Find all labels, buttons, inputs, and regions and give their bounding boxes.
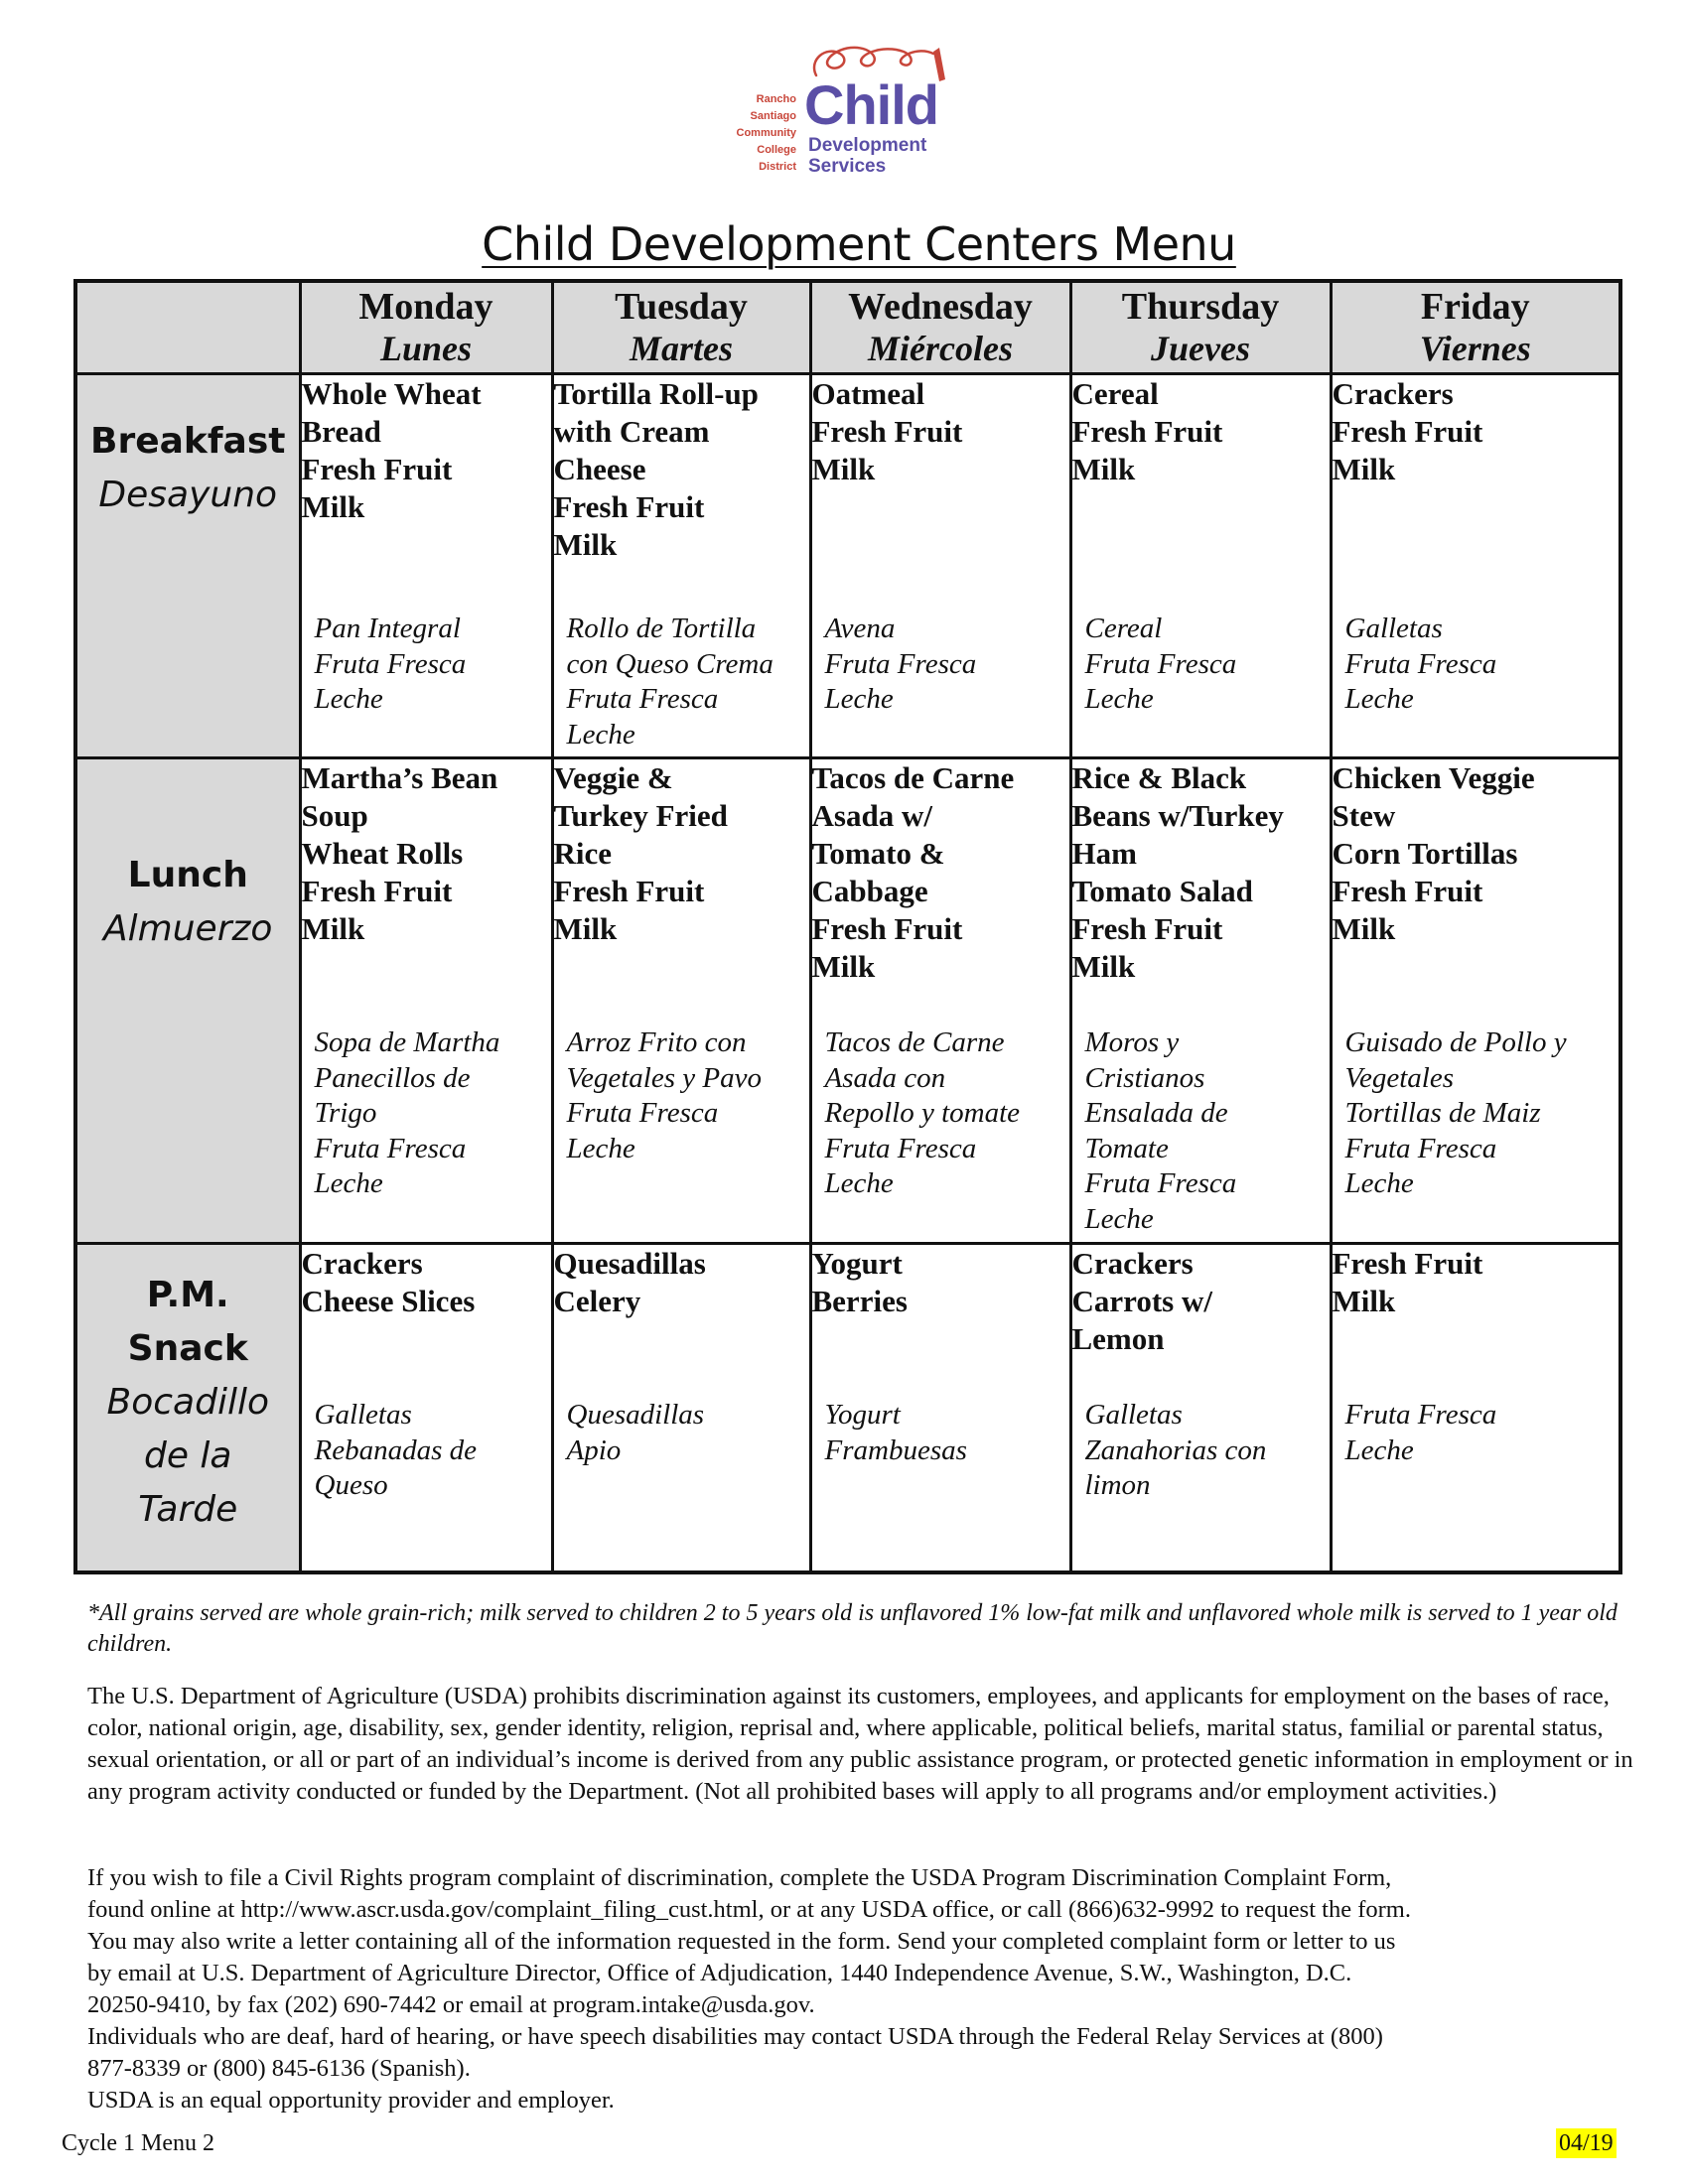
menu-item-es: Apio (566, 1433, 622, 1466)
menu-item-es: Fruta Fresca (824, 1132, 977, 1164)
menu-item-es: Pan Integral (314, 613, 461, 644)
menu-item-es: Vegetales y Pavo (566, 1061, 762, 1094)
meal-label-es: Desayuno (98, 475, 278, 515)
menu-items-english (1333, 375, 1619, 488)
menu-item-es: Yogurt (824, 1399, 901, 1431)
day-header-tuesday (552, 281, 810, 374)
complaint-line: You may also write a letter containing all of the information requested in the form. Send your completed complaint form or letter to us (87, 1928, 1396, 1955)
menu-items-spanish (825, 1398, 1063, 1468)
menu-cell (1331, 1244, 1620, 1572)
menu-cell (552, 374, 810, 758)
menu-items-english (812, 1245, 1069, 1320)
menu-item-en: Fresh Fruit (301, 874, 453, 908)
menu-item-en: Milk (1332, 452, 1396, 486)
menu-item-en: Tacos de Carne (811, 760, 1015, 795)
complaint-line: USDA is an equal opportunity provider and employer. (87, 2087, 615, 2114)
menu-item-es: Fruta Fresca (1084, 647, 1237, 680)
menu-item-es: Fruta Fresca (566, 1097, 719, 1129)
menu-item-es: Queso (314, 1469, 388, 1501)
menu-items-english (1333, 759, 1619, 948)
menu-item-es: Fruta Fresca (566, 683, 719, 715)
weekly-menu-table (73, 279, 1622, 1574)
menu-item-es: Cristianos (1084, 1061, 1205, 1094)
menu-items-spanish (567, 1398, 803, 1468)
brand-subtitle (808, 135, 926, 177)
meal-label-en: Snack (127, 1328, 248, 1369)
menu-item-es: Sopa de Martha (314, 1026, 500, 1058)
meal-label-en: Breakfast (90, 421, 286, 462)
menu-item-en: Quesadillas (553, 1246, 706, 1281)
menu-item-es: Leche (824, 1167, 894, 1199)
complaint-line: Individuals who are deaf, hard of hearing, or have speech disabilities may contact USDA through the Federal Relay Services at (800) (87, 2023, 1383, 2050)
menu-item-en: Milk (1332, 911, 1396, 946)
menu-items-spanish (1085, 1025, 1324, 1237)
menu-item-es: Avena (824, 613, 896, 644)
menu-item-en: Whole Wheat (301, 376, 482, 411)
day-name-en: Monday (358, 286, 493, 328)
menu-items-english (302, 759, 551, 948)
menu-items-english (302, 1245, 551, 1320)
menu-items-spanish (825, 612, 1063, 718)
menu-item-en: Tomato & (811, 836, 945, 871)
menu-item-en: Fresh Fruit (553, 489, 705, 524)
menu-item-es: Leche (1344, 1433, 1414, 1466)
menu-item-en: Beans w/Turkey (1071, 798, 1284, 833)
menu-item-es: Rebanadas de (314, 1433, 477, 1466)
menu-item-en: Martha’s Bean (301, 760, 498, 795)
menu-item-es: Frambuesas (824, 1433, 967, 1466)
meal-label-es: Bocadillo (106, 1382, 269, 1423)
menu-item-es: Fruta Fresca (1084, 1167, 1237, 1199)
meal-label-es: Almuerzo (103, 908, 273, 949)
menu-item-en: Berries (811, 1284, 908, 1318)
menu-item-es: Leche (1344, 1167, 1414, 1199)
complaint-line: 877-8339 or (800) 845-6136 (Spanish). (87, 2055, 471, 2082)
menu-item-es: Leche (566, 1132, 635, 1164)
menu-item-es: Leche (314, 1167, 383, 1199)
menu-cell (300, 1244, 552, 1572)
menu-items-spanish (825, 1025, 1063, 1202)
menu-item-en: Carrots w/ (1071, 1284, 1212, 1318)
rsccd-child-development-logo (721, 40, 999, 179)
complaint-line: 20250-9410, by fax (202) 690-7442 or email at program.intake@usda.gov. (87, 1991, 815, 2018)
menu-item-es: Moros y (1084, 1026, 1180, 1058)
menu-items-english (1072, 759, 1330, 986)
menu-item-en: Cereal (1071, 376, 1159, 411)
menu-item-es: Leche (1084, 683, 1154, 715)
menu-item-en: Milk (811, 949, 876, 984)
menu-item-en: Fresh Fruit (1071, 414, 1223, 449)
menu-item-es: Fruta Fresca (314, 647, 467, 680)
menu-items-english (1072, 375, 1330, 488)
menu-item-en: Fresh Fruit (811, 414, 963, 449)
day-header-wednesday (810, 281, 1070, 374)
menu-items-english (554, 1245, 809, 1320)
menu-item-es: Quesadillas (566, 1399, 705, 1431)
menu-item-es: Galletas (1084, 1399, 1183, 1431)
meal-label-en: Lunch (127, 855, 248, 895)
menu-cell (1070, 374, 1331, 758)
complaint-line: by email at U.S. Department of Agriculture Director, Office of Adjudication, 1440 Independence Avenue, S.W., Washington, D.C. (87, 1960, 1352, 1986)
menu-item-es: Leche (824, 683, 894, 715)
corner-cell (75, 281, 300, 374)
menu-item-en: Corn Tortillas (1332, 836, 1518, 871)
day-name-es: Lunes (379, 329, 473, 368)
menu-item-en: Milk (301, 911, 365, 946)
menu-date-label: 04/19 (1556, 2128, 1617, 2158)
menu-item-es: Guisado de Pollo y (1344, 1026, 1567, 1058)
menu-item-es: Fruta Fresca (1344, 1132, 1497, 1164)
meal-row-pm-snack (75, 1244, 1620, 1572)
menu-item-en: Milk (811, 452, 876, 486)
menu-item-es: Tortillas de Maiz (1344, 1097, 1541, 1129)
menu-item-en: Crackers (301, 1246, 423, 1281)
menu-item-en: Celery (553, 1284, 641, 1318)
day-name-es: Martes (629, 329, 733, 368)
menu-item-en: Fresh Fruit (301, 452, 453, 486)
menu-cell (1070, 758, 1331, 1244)
menu-item-en: Crackers (1332, 376, 1454, 411)
day-header-friday (1331, 281, 1620, 374)
menu-item-en: Wheat Rolls (301, 836, 464, 871)
menu-cell (1331, 374, 1620, 758)
menu-item-es: limon (1084, 1469, 1151, 1501)
menu-item-es: Galletas (314, 1399, 412, 1431)
meal-label-en: P.M. (146, 1275, 229, 1315)
menu-item-en: Chicken Veggie (1332, 760, 1535, 795)
menu-item-es: Arroz Frito con (566, 1026, 747, 1058)
menu-item-en: Rice (553, 836, 613, 871)
menu-item-en: Rice & Black (1071, 760, 1247, 795)
menu-items-spanish (315, 1025, 545, 1202)
menu-cell (1331, 758, 1620, 1244)
menu-items-spanish (315, 612, 545, 718)
menu-item-es: Panecillos de (314, 1061, 471, 1094)
menu-cell (810, 758, 1070, 1244)
menu-cell (810, 374, 1070, 758)
meal-row-breakfast (75, 374, 1620, 758)
menu-item-en: Milk (553, 911, 618, 946)
menu-item-en: Bread (301, 414, 381, 449)
menu-item-en: Fresh Fruit (553, 874, 705, 908)
menu-item-es: Galletas (1344, 613, 1443, 644)
menu-item-en: Fresh Fruit (1332, 874, 1483, 908)
menu-item-es: Leche (1344, 683, 1414, 715)
day-name-es: Viernes (1419, 329, 1531, 368)
menu-cell (810, 1244, 1070, 1572)
menu-item-es: Fruta Fresca (824, 647, 977, 680)
menu-items-english (302, 375, 551, 526)
meal-label-es: Tarde (138, 1489, 238, 1530)
menu-cell (552, 758, 810, 1244)
menu-item-es: Vegetales (1344, 1061, 1455, 1094)
menu-item-en: Soup (301, 798, 368, 833)
menu-item-es: con Queso Crema (566, 647, 774, 680)
brand-wordmark: Child (804, 73, 938, 136)
menu-items-spanish (567, 1025, 803, 1166)
menu-cell (1070, 1244, 1331, 1572)
menu-item-en: Fresh Fruit (1071, 911, 1223, 946)
meal-label-lunch (75, 758, 300, 1244)
menu-item-en: Oatmeal (811, 376, 925, 411)
meal-label-breakfast (75, 374, 300, 758)
menu-item-en: Asada w/ (811, 798, 932, 833)
menu-item-es: Fruta Fresca (1344, 1399, 1497, 1431)
menu-item-en: Cabbage (811, 874, 928, 908)
menu-cell (300, 758, 552, 1244)
brand-subtitle-line: Development (808, 135, 927, 156)
menu-item-es: Fruta Fresca (1344, 647, 1497, 680)
menu-items-english (1072, 1245, 1330, 1358)
menu-item-es: Zanahorias con (1084, 1433, 1267, 1466)
menu-items-english (812, 759, 1069, 986)
menu-item-en: Milk (553, 527, 618, 562)
day-header-thursday (1070, 281, 1331, 374)
menu-items-spanish (567, 612, 803, 752)
menu-item-en: Turkey Fried (553, 798, 728, 833)
district-line: District (759, 161, 796, 173)
menu-items-english (1333, 1245, 1619, 1320)
menu-items-spanish (1345, 1398, 1614, 1468)
brand-subtitle-line: Services (808, 156, 887, 177)
menu-item-en: Milk (301, 489, 365, 524)
day-header-row (75, 281, 1620, 374)
day-name-en: Friday (1420, 286, 1530, 328)
complaint-line: found online at http://www.ascr.usda.gov/complaint_filing_cust.html, or at any USDA office, or call (866)632-9992 to request the form. (87, 1896, 1411, 1923)
district-name (721, 91, 796, 176)
menu-items-spanish (1345, 612, 1614, 718)
menu-item-en: Veggie & (553, 760, 673, 795)
menu-items-spanish (315, 1398, 545, 1504)
district-line: College (757, 144, 796, 156)
menu-item-en: Cheese (553, 452, 646, 486)
menu-item-en: Milk (1071, 949, 1136, 984)
day-name-es: Jueves (1151, 329, 1250, 368)
menu-item-es: Leche (566, 718, 635, 751)
menu-item-en: Fresh Fruit (1332, 414, 1483, 449)
grains-milk-footnote: *All grains served are whole grain-rich; milk served to children 2 to 5 years old is unflavored 1% low-fat milk and unflavored whole milk is served to 1 year old children. (87, 1600, 1618, 1657)
menu-item-en: Tomato Salad (1071, 874, 1253, 908)
menu-item-en: Yogurt (811, 1246, 903, 1281)
menu-items-english (554, 375, 809, 564)
menu-item-es: Asada con (824, 1061, 946, 1094)
menu-item-en: Cheese Slices (301, 1284, 476, 1318)
menu-items-spanish (1345, 1025, 1614, 1202)
menu-item-en: Milk (1071, 452, 1136, 486)
menu-item-es: Leche (314, 683, 383, 715)
menu-item-en: Ham (1071, 836, 1137, 871)
menu-item-en: Lemon (1071, 1321, 1165, 1356)
meal-row-lunch (75, 758, 1620, 1244)
district-line: Rancho (756, 93, 796, 105)
menu-item-es: Tacos de Carne (824, 1026, 1005, 1058)
day-name-en: Wednesday (848, 286, 1033, 328)
menu-item-en: Tortilla Roll-up (553, 376, 759, 411)
civil-rights-complaint-info (87, 1862, 1636, 2116)
menu-item-en: Fresh Fruit (1332, 1246, 1483, 1281)
meal-label-es: de la (143, 1435, 232, 1476)
menu-items-spanish (1085, 612, 1324, 718)
page-title: Child Development Centers Menu (482, 217, 1236, 271)
menu-item-es: Rollo de Tortilla (566, 613, 757, 644)
menu-items-english (812, 375, 1069, 488)
menu-items-spanish (1085, 1398, 1324, 1504)
menu-item-es: Cereal (1084, 613, 1163, 644)
district-line: Community (736, 127, 796, 139)
day-name-en: Tuesday (615, 286, 748, 328)
menu-item-en: Stew (1332, 798, 1396, 833)
menu-item-es: Tomate (1084, 1132, 1169, 1164)
menu-cell (552, 1244, 810, 1572)
day-name-en: Thursday (1121, 286, 1280, 328)
menu-item-en: Crackers (1071, 1246, 1194, 1281)
menu-item-en: Fresh Fruit (811, 911, 963, 946)
menu-item-es: Leche (1084, 1202, 1154, 1235)
menu-item-en: with Cream (553, 414, 710, 449)
menu-item-es: Trigo (314, 1097, 377, 1129)
menu-item-es: Ensalada de (1084, 1097, 1228, 1129)
menu-cell (300, 374, 552, 758)
day-name-es: Miércoles (868, 329, 1013, 368)
district-line: Santiago (750, 110, 796, 122)
usda-nondiscrimination-statement: The U.S. Department of Agriculture (USDA) prohibits discrimination against its customers, employees, and applicants for employment on the bases of race, color, national origin, age, disability, sex, gender identity, religion, reprisal and, where applicable, political beliefs, marital status, familial or parental status, sexual orientation, or all or part of an individual’s income is derived from any public assistance program, or protected genetic information in employment or in any program activity conducted or funded by the Department. (Not all prohibited bases will apply to all programs and/or employment activities.) (87, 1683, 1633, 1805)
day-header-monday (300, 281, 552, 374)
menu-item-en: Milk (1332, 1284, 1396, 1318)
complaint-line: If you wish to file a Civil Rights program complaint of discrimination, complete the USDA Program Discrimination Complaint Form, (87, 1864, 1392, 1891)
menu-item-es: Repollo y tomate (824, 1097, 1021, 1129)
menu-cycle-label: Cycle 1 Menu 2 (62, 2130, 214, 2156)
menu-items-english (554, 759, 809, 948)
meal-label-pm-snack (75, 1244, 300, 1572)
menu-item-es: Fruta Fresca (314, 1132, 467, 1164)
